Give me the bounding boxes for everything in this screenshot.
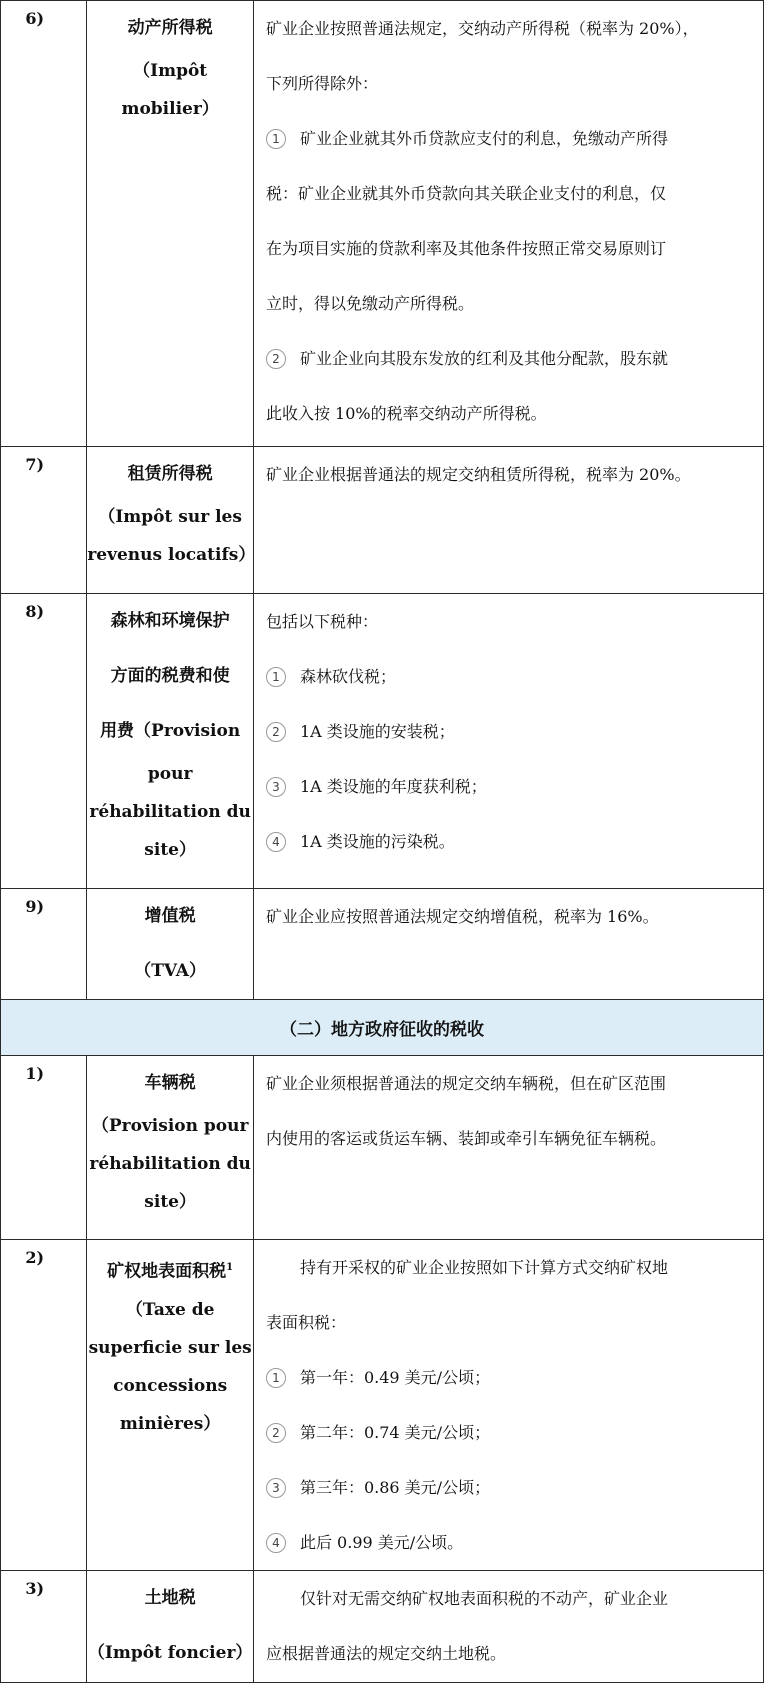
tax-description: 持有开采权的矿业企业按照如下计算方式交纳矿权地 表面积税： 1 第一年：0.49 美元/公顷； 2 第二年：0.74 美元/公顷； 3 第三年：0.86 美元/公顷； 4 此后 0.99 美元/公顷。 (253, 1240, 763, 1571)
tax-description: 仅针对无需交纳矿权地表面积税的不动产，矿业企业 应根据普通法的规定交纳土地税。 (253, 1571, 763, 1683)
row-number: 9) (1, 889, 87, 1000)
number-2-icon: 2 (266, 349, 286, 369)
section-title: （二）地方政府征收的税收 (1, 1000, 764, 1056)
tax-name-fr: （TVA） (134, 961, 206, 981)
tax-name-fr: （Impôt mobilier） (121, 61, 219, 119)
table-row (1, 1571, 764, 1683)
tax-name-fr: pour réhabilitation du site） (89, 764, 251, 860)
tax-name-cell (87, 889, 254, 1000)
number-3-icon: 3 (266, 777, 286, 797)
tax-name-cell (87, 1, 254, 447)
tax-description: 矿业企业须根据普通法的规定交纳车辆税，但在矿区范围 内使用的客运或货运车辆、装卸或牵引车辆免征车辆税。 (253, 1056, 763, 1240)
row-number: 6) (1, 1, 87, 447)
table-row (1, 1, 764, 447)
tax-name-fr: （Impôt sur les revenus locatifs） (87, 507, 256, 565)
number-1-icon: 1 (266, 1368, 286, 1388)
table-row (1, 1056, 764, 1240)
row-number: 2) (1, 1240, 87, 1571)
tax-name-cn: 租赁所得税 (127, 464, 213, 484)
row-number: 3) (1, 1571, 87, 1683)
tax-name-cell (87, 1056, 254, 1240)
number-3-icon: 3 (266, 1478, 286, 1498)
row-number: 1) (1, 1056, 87, 1240)
tax-name-cell (87, 1240, 254, 1571)
tax-name-cn: 车辆税 (144, 1073, 196, 1093)
tax-name-cn: 增值税 (144, 906, 196, 926)
tax-name-cn: 矿权地表面积税$^1$ (107, 1261, 234, 1282)
number-4-icon: 4 (266, 832, 286, 852)
number-1-icon: 1 (266, 667, 286, 687)
tax-description: 矿业企业根据普通法的规定交纳租赁所得税，税率为 20%。 (253, 447, 763, 594)
tax-name-fr: （Taxe de superficie sur les concessions minières） (88, 1300, 252, 1434)
section-header (1, 1000, 764, 1056)
number-2-icon: 2 (266, 1423, 286, 1443)
tax-description: 矿业企业按照普通法规定，交纳动产所得税（税率为 20%）， 下列所得除外： 1 矿业企业就其外币贷款应支付的利息，免缴动产所得 税：矿业企业就其外币贷款向其关联企业支付的利息，仅 在为项目实施的贷款利率及其他条件按照正常交易原则订 立时，得以免缴动产所得税。 2 矿业企业向其股东发放的红利及其他分配款，股东就 此收入按 10%的税率交纳动产所得税。 (253, 1, 763, 447)
tax-description: 矿业企业应按照普通法规定交纳增值税，税率为 16%。 (253, 889, 763, 1000)
footnote-marker: 1 (226, 1262, 234, 1273)
tax-name-cn: 动产所得税 (127, 18, 213, 38)
tax-name-fr: （Impôt foncier） (87, 1643, 253, 1663)
number-1-icon: 1 (266, 129, 286, 149)
tax-name-fr: （Provision pour réhabilitation du site） (89, 1116, 251, 1212)
table-row (1, 594, 764, 889)
tax-name-cell (87, 1571, 254, 1683)
number-2-icon: 2 (266, 722, 286, 742)
tax-name-cell: 森林和环境保护 方面的税费和使 用费（Provision pour réhabilitation du site） (87, 594, 254, 889)
row-number: 7) (1, 447, 87, 594)
table-row (1, 889, 764, 1000)
table-row (1, 1240, 764, 1571)
tax-name-cell (87, 447, 254, 594)
table-row (1, 447, 764, 594)
tax-name-cn: 土地税 (144, 1588, 196, 1608)
number-4-icon: 4 (266, 1533, 286, 1553)
row-number: 8) (1, 594, 87, 889)
tax-description: 包括以下税种： 1 森林砍伐税； 2 1A 类设施的安装税； 3 1A 类设施的年度获利税； 4 1A 类设施的污染税。 (253, 594, 763, 889)
